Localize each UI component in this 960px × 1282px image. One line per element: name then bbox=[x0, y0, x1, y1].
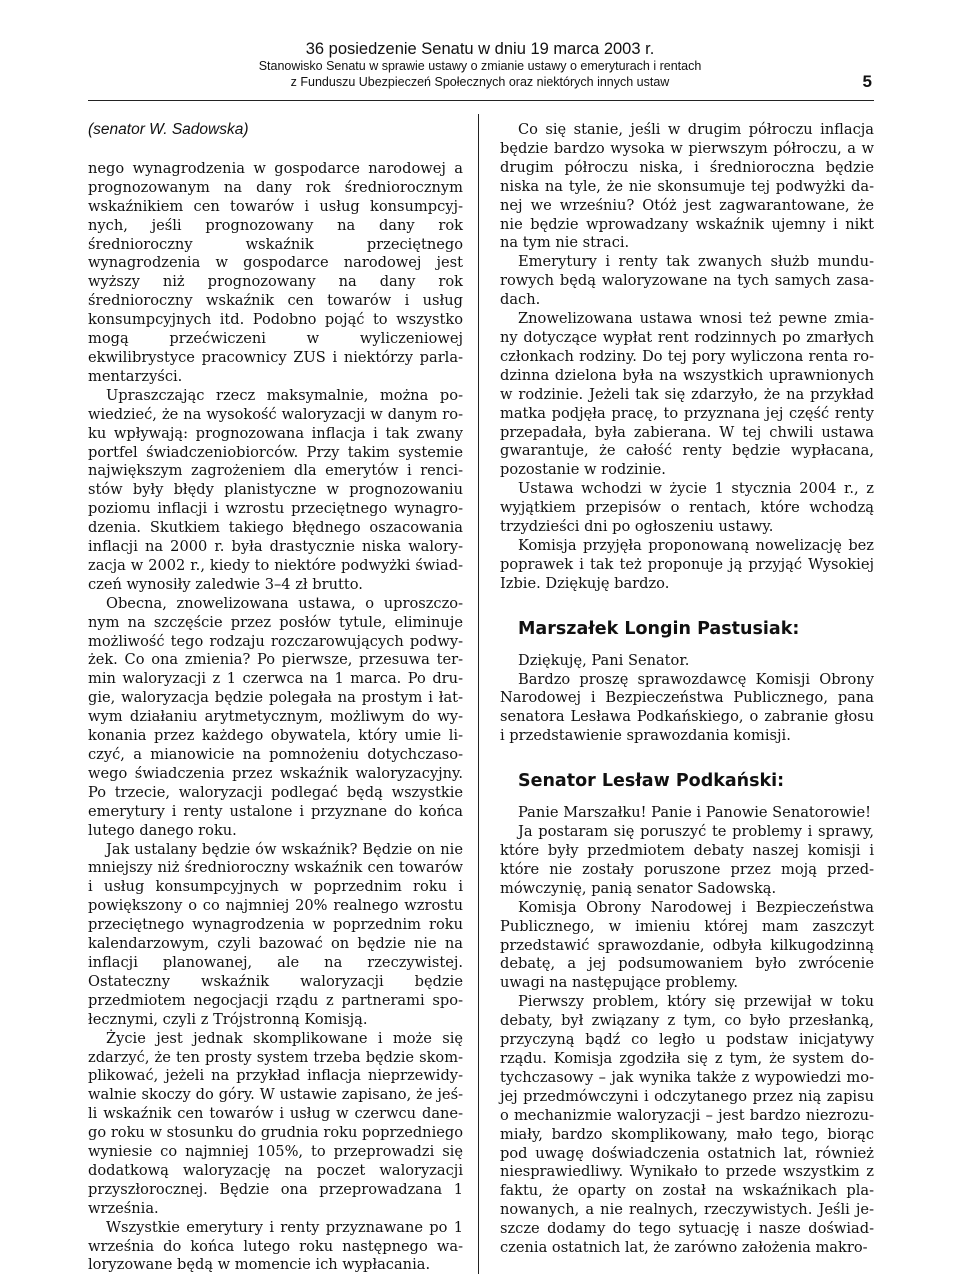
paragraph: Jak ustalany będzie ów wskaźnik? Będzie on nie mniejszy niż średnioroczny wskaźnik cen towarów i usług konsumpcyjnych w poprzednim roku i powiększony o co najmniej 20% realnego wzrostu przeciętnego wynagrodzenia w poprzednim roku kalendarzowym, czyli bazować on będzie nie na inflacji planowanej, ale na rzeczywistej. Ostateczny wskaźnik waloryzacji będzie przedmiotem negocjacji rządu z partnerami społecznymi, czyli z Trójstronną Komisją. bbox=[88, 840, 463, 1028]
paragraph: Emerytury i renty tak zwanych służb mundurowych będą waloryzowane na tych samych zasadach. bbox=[500, 253, 874, 309]
page-number: 5 bbox=[862, 72, 872, 91]
paragraph: Ustawa wchodzi w życie 1 stycznia 2004 r., z wyjątkiem przepisów o rentach, które wchodzą trzydzieści dni po ogłoszeniu ustawy. bbox=[500, 480, 874, 536]
paragraph: Obecna, znowelizowana ustawa, o uproszczonym na szczęście przez posłów tytule, eliminuje możliwość tego rodzaju rozczarowujących podwyżek. Co ona zmienia? Po pierwsze, przesuwa termin waloryzacji z 1 czerwca na 1 marca. Po drugie, waloryzacja będzie polegała na prostym i łatwym działaniu arytmetycznym, możliwym do wykonania przez każdego obywatela, który umie liczyć, a mianowicie na pomnożeniu dotychczasowego świadczenia przez wskaźnik waloryzacyjny. Po trzecie, waloryzacji podlegać będą wszystkie emerytury i renty ustalone i przyznane do końca lutego danego roku. bbox=[88, 594, 463, 839]
paragraph: Ja postaram się poruszyć te problemy i sprawy, które były przedmiotem debaty naszej komisji i które nie zostały poruszone przez moją przedmówczynię, panią senator Sadowską. bbox=[500, 823, 874, 897]
page-header bbox=[0, 40, 960, 92]
header-title: 36 posiedzenie Senatu w dniu 19 marca 2003 r. bbox=[305, 40, 655, 58]
header-subtitle-line2: z Funduszu Ubezpieczeń Społecznych oraz niektórych innych ustaw bbox=[290, 75, 670, 89]
paragraph: Dziękuję, Pani Senator. bbox=[518, 651, 690, 669]
paragraph: Panie Marszałku! Panie i Panowie Senatorowie! bbox=[518, 804, 871, 822]
paragraph: Pierwszy problem, który się przewijał w toku debaty, był związany z tym, co było przesłanką, przyczyną bądź co legło u podstaw inicjatywy rządu. Komisja zgodziła się z tym, że system dotychczasowy – jak wynika także z wypowiedzi mojej przedmówczyni i odczytanego przez nią zapisu o mechanizmie waloryzacji – jest bardzo niezrozumiały, bardzo skomplikowany, mało tego, biorąc pod uwagę doświadczenia ostatnich lat, również niesprawiedliwy. Wynikało to przede wszystkim z faktu, że oparty on został na wskaźnikach planowanych, a nie realnych, rzeczywistych. Jeśli jeszcze dodamy do tego sytuację i nasze doświadczenia ostatnich lat, że zarówno założenia makro- bbox=[500, 993, 874, 1257]
paragraph: Komisja przyjęła proponowaną nowelizację bez poprawek i tak też proponuje ją przyjąć Wysokiej Izbie. Dziękuję bardzo. bbox=[500, 536, 874, 592]
paragraph: Komisja Obrony Narodowej i Bezpieczeństwa Publicznego, w imieniu której mam zaszczyt przedstawić sprawozdanie, odbyła kilkugodzinną debatę, a jej podsumowaniem było zwrócenie uwagi na następujące problemy. bbox=[500, 898, 874, 992]
paragraph: Co się stanie, jeśli w drugim półroczu inflacja będzie bardzo wysoka w pierwszym półroczu, a w drugim półroczu niska, i średnioroczna będzie niska na tyle, że nie skonsumuje tej podwyżki danej we wrześniu? Otóż jest zagwarantowane, że nie będzie wprowadzany wskaźnik ujemny i nikt na tym nie straci. bbox=[500, 121, 874, 252]
paragraph: Upraszczając rzecz maksymalnie, można powiedzieć, że na wysokość waloryzacji w danym roku wpływają: prognozowana inflacja i tak zwany portfel świadczeniobiorców. Przy takim systemie największym zagrożeniem dla emerytów i rencistów były błędy planistyczne w prognozowaniu poziomu inflacji i wzrostu przeciętnego wynagrodzenia. Skutkiem takiego błędnego oszacowania inflacji na 2000 r. była drastycznie niska waloryzacja w 2002 r., kiedy to niektóre podwyżki świadczeń wynosiły zaledwie 3–4 zł brutto. bbox=[88, 386, 463, 593]
column-divider bbox=[478, 114, 479, 1274]
speaker-heading-podkanski: Senator Lesław Podkański: bbox=[518, 771, 785, 792]
right-column bbox=[500, 121, 874, 1258]
header-rule bbox=[88, 100, 874, 101]
speaker-note: (senator W. Sadowska) bbox=[88, 121, 249, 138]
paragraph: Znowelizowana ustawa wnosi też pewne zmiany dotyczące wypłat rent rodzinnych po zmarłych członkach rodziny. Do tej pory wyliczona renta rodzinna dzielona była na wszystkich uprawnionych w rodzinie. Jeżeli tak się zdarzyło, że na przykład matka podjęła pracę, to przyznana jej część renty przepadała, była zabierana. W tej chwili ustawa gwarantuje, że całość renty będzie wypłacana, pozostanie w rodzinie. bbox=[500, 310, 874, 479]
paragraph: nego wynagrodzenia w gospodarce narodowej a prognozowanym na dany rok średniorocznym wskaźnikiem cen towarów i usług konsumpcyjnych, jeśli prognozowany na dany rok średnioroczny wskaźnik przeciętnego wynagrodzenia w gospodarce narodowej jest wyższy niż prognozowany na dany rok średnioroczny wskaźnik cen towarów i usług konsumpcyjnych itd. Podobno pojąć to wszystko mogą przećwiczeni w wyliczeniowej ekwilibrystyce pracownicy ZUS i niektórzy parlamentarzyści. bbox=[88, 159, 463, 385]
paragraph: Życie jest jednak skomplikowane i może się zdarzyć, że ten prosty system trzeba będzie skomplikować, jeżeli na przykład inflacja nieprzewidywalnie skoczy do góry. W ustawie zapisano, że jeśli wskaźnik cen towarów i usług w czerwcu danego roku w stosunku do grudnia roku poprzedniego wyniesie co najmniej 105%, to przeprowadzi się dodatkową waloryzację na poczet waloryzacji przyszłorocznej. Będzie ona przeprowadzana 1 września. bbox=[88, 1029, 463, 1217]
paragraph: Bardzo proszę sprawozdawcę Komisji Obrony Narodowej i Bezpieczeństwa Publicznego, pana senatora Lesława Podkańskiego, o zabranie głosu i przedstawienie sprawozdania komisji. bbox=[500, 670, 874, 745]
speaker-heading-marszalek: Marszałek Longin Pastusiak: bbox=[518, 618, 800, 639]
header-subtitle-line1: Stanowisko Senatu w sprawie ustawy o zmianie ustawy o emeryturach i rentach bbox=[258, 59, 702, 73]
left-column bbox=[88, 121, 463, 1275]
paragraph: Wszystkie emerytury i renty przyznawane po 1 września do końca lutego roku następnego waloryzowane będą w momencie ich wypłacania. bbox=[88, 1218, 463, 1274]
